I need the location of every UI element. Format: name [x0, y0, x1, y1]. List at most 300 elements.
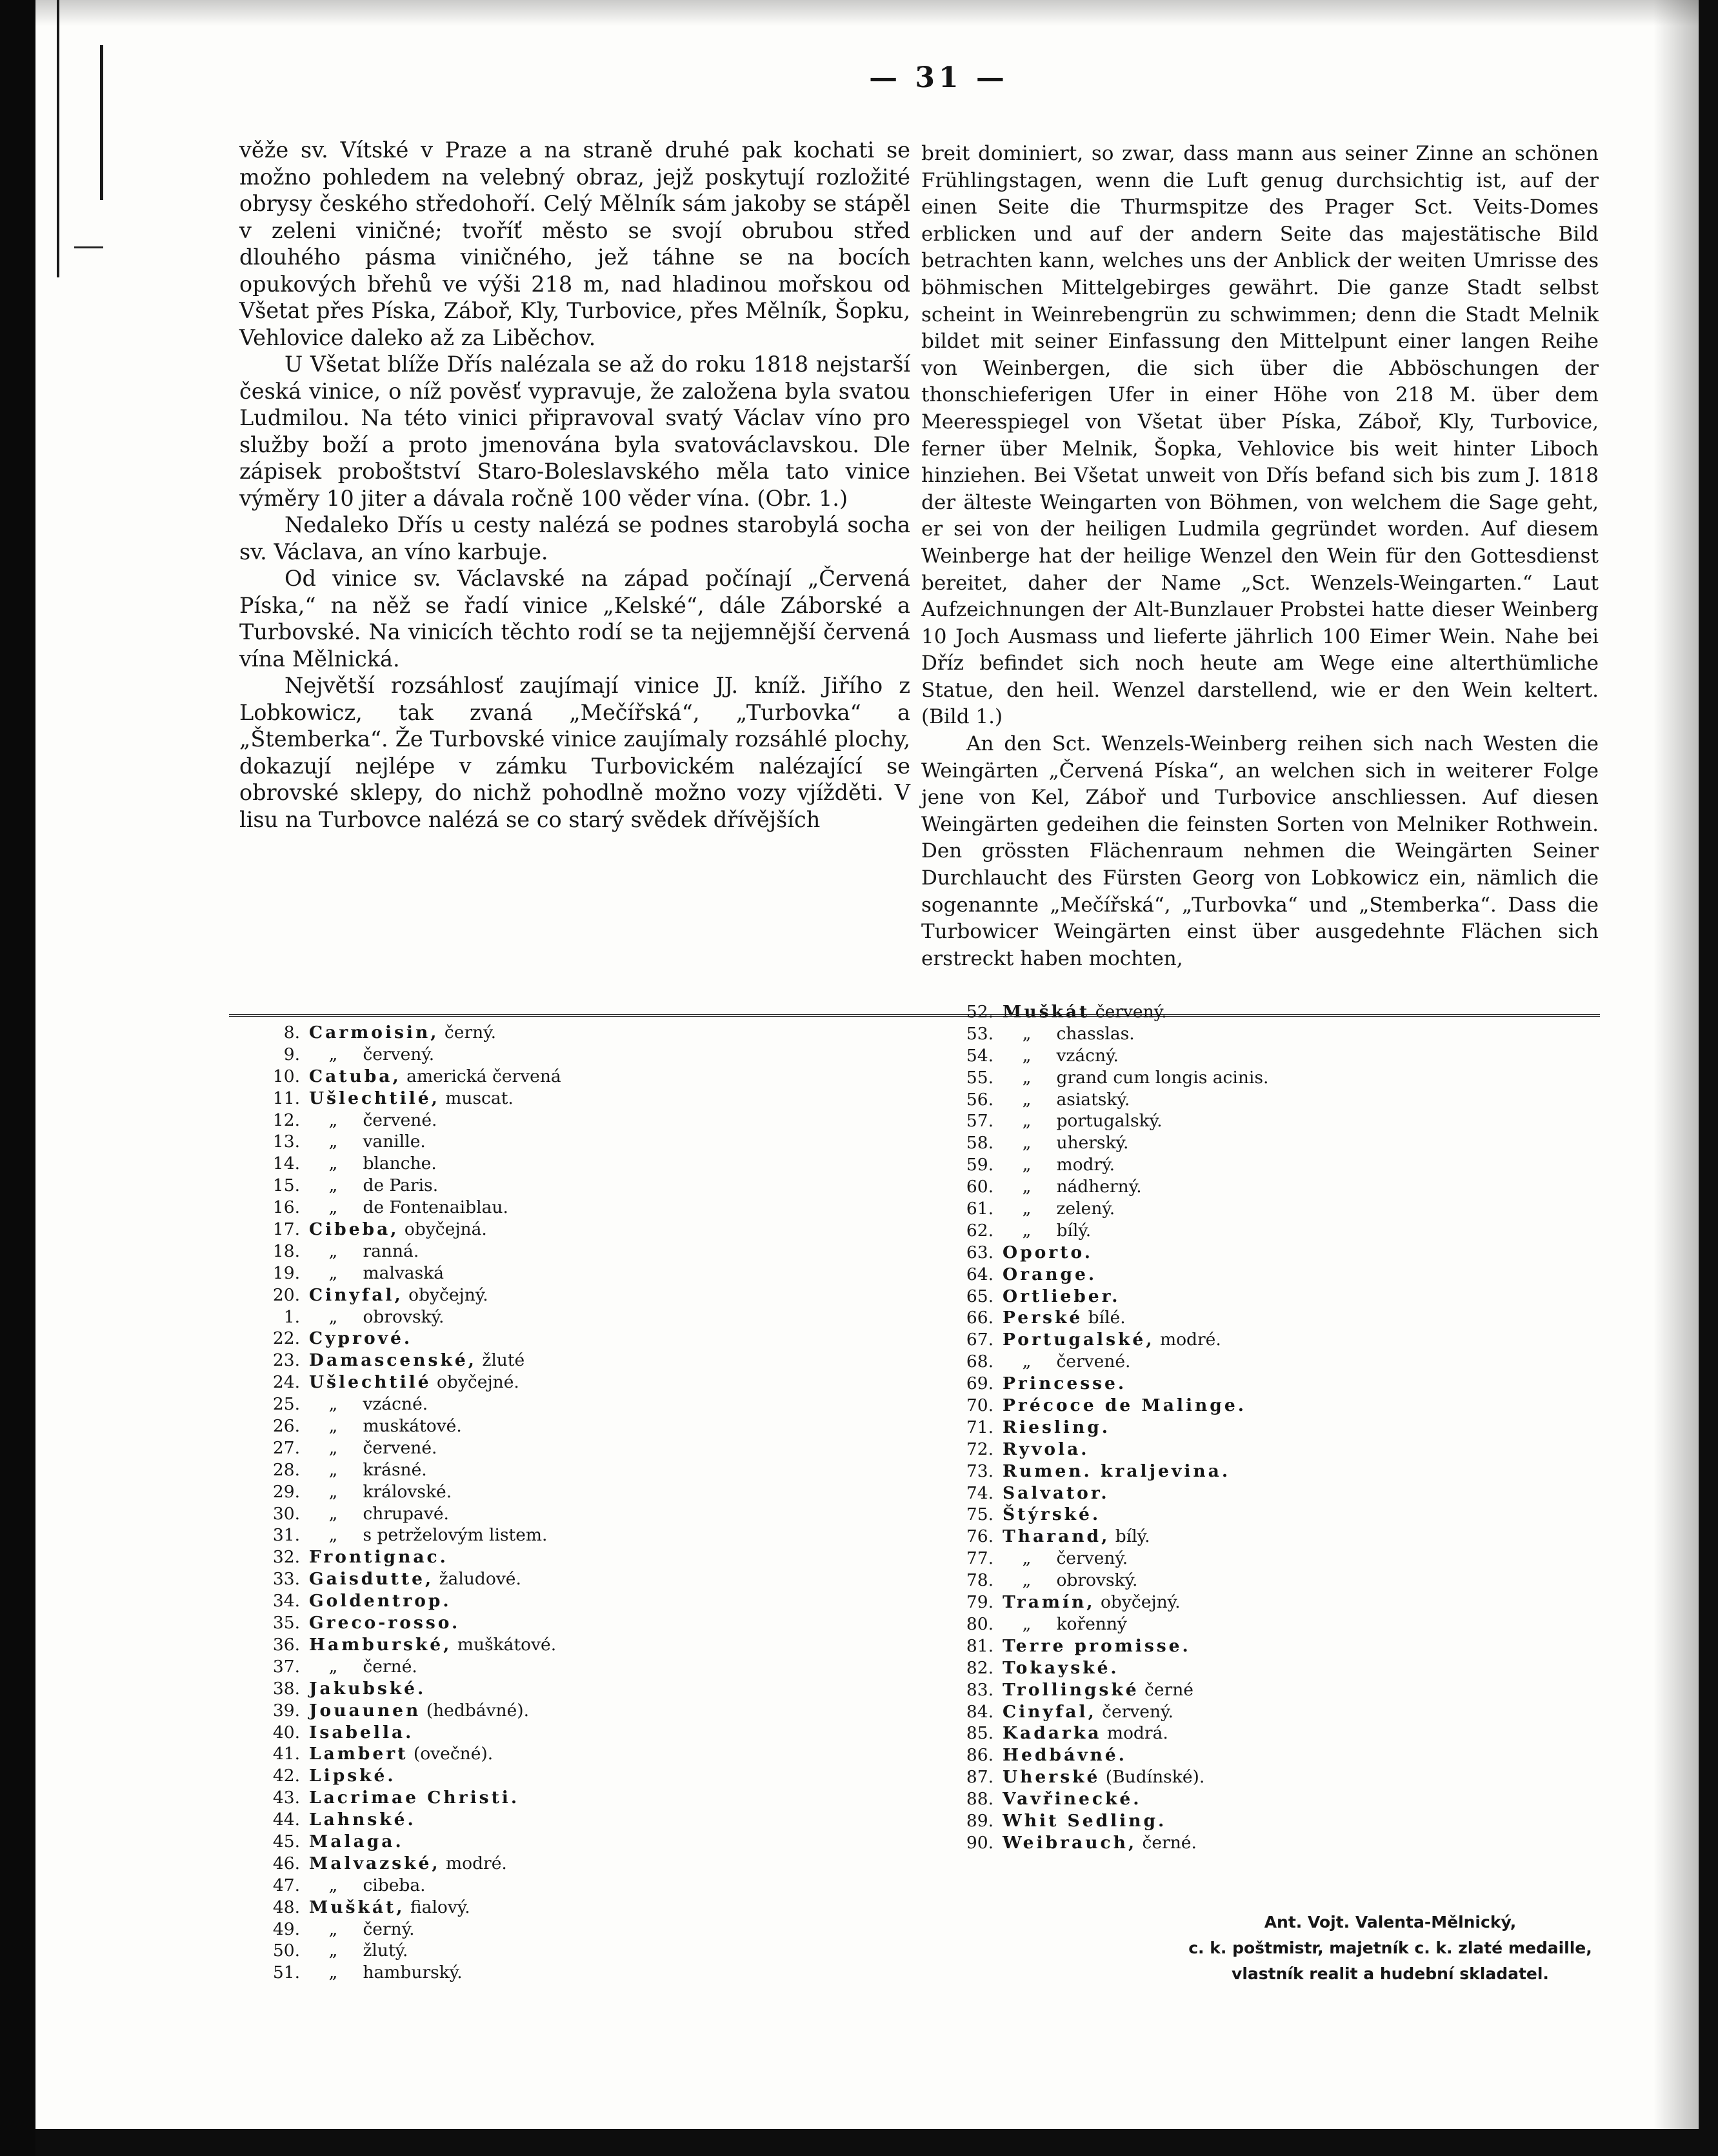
czech-paragraph: Největší rozsáhlosť zaujímají vinice JJ. kníž. Jiřího z Lobkowicz, tak zvaná „Mečířská“, „Turbovka“ a „Štemberka“. Že Turbovské vinice zaujímaly rozsáhlé plochy, dokazují nejlépe v zámku Turbovickém nalézající se obrovské sklepy, do nichž pohodlně možno vozy vjížděti. V lisu na Turbovce nalézá se co starý svědek dřívějších	[239, 673, 910, 832]
variety-item	[948, 1220, 1268, 1242]
variety-description: černé.	[1142, 1832, 1197, 1853]
variety-number: 49.	[272, 1919, 300, 1939]
variety-number: 19.	[272, 1263, 300, 1283]
variety-name: Terre promisse.	[1003, 1635, 1191, 1656]
variety-name: Ortlieber.	[1003, 1286, 1121, 1306]
variety-name: Tharand,	[1003, 1526, 1110, 1547]
ditto-mark: „	[328, 1132, 338, 1152]
variety-number: 38.	[272, 1678, 300, 1699]
ditto-mark: „	[328, 1875, 338, 1895]
variety-item	[948, 1832, 1268, 1854]
variety-description: de Fontenaiblau.	[363, 1197, 508, 1218]
variety-description: žaludové.	[439, 1569, 521, 1590]
variety-number: 35.	[272, 1613, 300, 1633]
variety-description: žluté	[482, 1350, 525, 1371]
variety-description: červený.	[1095, 1002, 1167, 1022]
variety-number: 75.	[966, 1504, 994, 1525]
variety-item	[255, 1787, 561, 1809]
ditto-mark: „	[1022, 1548, 1032, 1569]
variety-name: Catuba,	[309, 1066, 401, 1086]
variety-description: obyčejný.	[1100, 1592, 1181, 1613]
variety-description: malvaská	[363, 1263, 444, 1283]
variety-number: 23.	[272, 1350, 300, 1371]
variety-item	[255, 1590, 561, 1612]
variety-number: 73.	[966, 1461, 994, 1481]
variety-list-left	[255, 1022, 561, 1984]
variety-description: červené.	[363, 1110, 437, 1130]
variety-name: Hedbávné.	[1003, 1745, 1127, 1766]
ditto-mark: „	[328, 1459, 338, 1480]
scan-top-shadow	[35, 0, 1699, 26]
variety-description: černý.	[444, 1023, 497, 1043]
variety-item	[948, 1417, 1268, 1439]
variety-name: Goldentrop.	[309, 1591, 452, 1612]
ditto-mark: „	[328, 1481, 338, 1502]
variety-description: fialový.	[410, 1897, 470, 1917]
variety-number: 77.	[966, 1548, 994, 1569]
variety-item	[255, 1481, 561, 1503]
variety-number: 66.	[966, 1308, 994, 1328]
variety-item	[255, 1700, 561, 1722]
variety-number: 36.	[272, 1634, 300, 1655]
variety-number: 30.	[272, 1503, 300, 1524]
variety-item	[948, 1766, 1268, 1788]
signature-line: c. k. poštmistr, majetník c. k. zlaté medaille,	[1188, 1939, 1592, 1957]
variety-number: 10.	[272, 1066, 300, 1086]
variety-number: 51.	[272, 1962, 300, 1983]
variety-number: 48.	[272, 1897, 300, 1917]
variety-number: 60.	[966, 1177, 994, 1197]
signature-block	[1126, 1910, 1655, 1987]
variety-item	[255, 1831, 561, 1853]
variety-item	[255, 1393, 561, 1415]
variety-item	[255, 1459, 561, 1481]
variety-item	[948, 1744, 1268, 1766]
variety-description: americká červená	[406, 1066, 561, 1086]
variety-item	[948, 1132, 1268, 1154]
variety-item	[948, 1439, 1268, 1461]
variety-description: grand cum longis acinis.	[1056, 1067, 1269, 1088]
variety-item	[255, 1110, 561, 1132]
variety-name: Portugalské,	[1003, 1330, 1155, 1350]
variety-number: 90.	[966, 1832, 994, 1853]
signature-name: Ant. Vojt. Valenta-Mělnický,	[1264, 1913, 1517, 1931]
variety-number: 57.	[966, 1111, 994, 1132]
scan-mark	[74, 246, 103, 248]
variety-number: 86.	[966, 1745, 994, 1766]
variety-number: 11.	[272, 1088, 300, 1108]
variety-description: modrý.	[1056, 1155, 1115, 1175]
variety-name: Ušlechtilé,	[309, 1088, 440, 1108]
variety-number: 71.	[966, 1417, 994, 1437]
czech-paragraph: věže sv. Vítské v Praze a na straně druhé pak kochati se možno pohledem na velebný obraz, jejž poskytují rozložité obrysy českého středohoří. Celý Mělník sám jakoby se stápěl v zeleni viničné; tvoříť město se svojí obrubou střed dlouhého pásma viničného, jež táhne se na bocích opukových břehů ve výši 218 m, nad hladinou mořskou od Všetat přes Píska, Záboř, Kly, Turbovice, přes Mělník, Šopku, Vehlovice daleko až za Liběchov.	[239, 137, 910, 350]
variety-item	[255, 1153, 561, 1175]
variety-item	[948, 1286, 1268, 1308]
variety-item	[948, 1635, 1268, 1657]
variety-number: 25.	[272, 1394, 300, 1415]
variety-description: de Paris.	[363, 1175, 439, 1196]
variety-number: 84.	[966, 1701, 994, 1722]
ditto-mark: „	[1022, 1177, 1032, 1197]
ditto-mark: „	[328, 1241, 338, 1261]
ditto-mark: „	[328, 1394, 338, 1415]
variety-description: (hedbávné).	[426, 1700, 530, 1721]
variety-item	[948, 1613, 1268, 1635]
variety-item	[255, 1962, 561, 1984]
variety-number: 1.	[283, 1306, 300, 1327]
variety-name: Isabella.	[309, 1722, 414, 1742]
variety-name: Lambert	[309, 1744, 408, 1764]
ditto-mark: „	[1022, 1352, 1032, 1372]
variety-description: žlutý.	[363, 1941, 408, 1961]
variety-number: 12.	[272, 1110, 300, 1130]
variety-name: Tramín,	[1003, 1592, 1095, 1613]
variety-number: 82.	[966, 1657, 994, 1678]
variety-name: Tokayské.	[1003, 1657, 1119, 1678]
variety-item	[255, 1328, 561, 1350]
variety-item	[948, 1045, 1268, 1067]
variety-name: Orange.	[1003, 1264, 1097, 1284]
variety-name: Uherské	[1003, 1767, 1101, 1788]
variety-item	[948, 1242, 1268, 1264]
variety-name: Gaisdutte,	[309, 1569, 434, 1590]
ditto-mark: „	[328, 1044, 338, 1064]
variety-number: 33.	[272, 1569, 300, 1590]
variety-name: Salvator.	[1003, 1482, 1110, 1503]
variety-item	[255, 1415, 561, 1437]
variety-description: obyčejný.	[408, 1284, 488, 1305]
variety-name: Carmoisin,	[309, 1023, 439, 1043]
variety-number: 76.	[966, 1526, 994, 1547]
variety-item	[255, 1044, 561, 1066]
variety-item	[255, 1524, 561, 1546]
variety-number: 58.	[966, 1133, 994, 1153]
variety-description: červené.	[363, 1437, 437, 1458]
variety-description: černý.	[363, 1919, 415, 1939]
ditto-mark: „	[328, 1962, 338, 1983]
variety-item	[255, 1350, 561, 1372]
variety-item	[255, 1765, 561, 1787]
variety-name: Lacrimae Christi.	[309, 1788, 520, 1808]
variety-item	[948, 1810, 1268, 1832]
czech-paragraph: Nedaleko Dřís u cesty nalézá se podnes starobylá socha sv. Václava, an víno karbuje.	[239, 512, 910, 564]
signature-line: vlastník realit a hudební skladatel.	[1232, 1964, 1549, 1983]
variety-description: hamburský.	[363, 1962, 463, 1983]
ditto-mark: „	[328, 1656, 338, 1677]
variety-item	[948, 1548, 1268, 1570]
variety-number: 34.	[272, 1591, 300, 1612]
variety-item	[948, 1264, 1268, 1286]
variety-number: 41.	[272, 1744, 300, 1764]
variety-number: 17.	[272, 1219, 300, 1240]
variety-number: 79.	[966, 1592, 994, 1613]
german-paragraph: breit dominiert, so zwar, dass mann aus seiner Zinne an schönen Frühlingstagen, wenn die Luft genug durchsichtig ist, auf der einen Seite die Thurmspitze des Prager Sct. Veits-Domes erblicken und auf der andern Seite das majestätische Bild betrachten kann, welches uns der Anblick der weiten Umrisse des böhmischen Mittelgebirges gewährt. Die ganze Stadt selbst scheint in Weinrebengrün zu schwimmen; denn die Stadt Melnik bildet mit seiner Einfassung den Mittelpunt einer langen Reihe von Weinbergen, die sich über die Abböschungen der thonschieferigen Ufer in einer Höhe von 218 M. über dem Meeresspiegel von Všetat über Píska, Záboř, Kly, Turbovice, ferner über Melnik, Šopka, Vehlovice bis weit hinter Liboch hinziehen. Bei Všetat unweit von Dřís befand sich bis zum J. 1818 der älteste Weingarten von Böhmen, von welchem die Sage geht, er sei von der heiligen Ludmila gegründet worden. Auf diesem Weinberge hat der heilige Wenzel den Wein für den Gottesdienst bereitet, daher der Name „Sct. Wenzels-Weingarten.“ Laut Aufzeichnungen der Alt-Bunzlauer Probstei hatte dieser Weinberg 10 Joch Ausmass und lieferte jährlich 100 Eimer Wein. Nahe bei Dříz befindet sich noch heute am Wege eine alterthümliche Statue, den heil. Wenzel darstellend, wie er den Wein keltert. (Bild 1.)	[921, 142, 1599, 729]
variety-number: 13.	[272, 1132, 300, 1152]
variety-number: 53.	[966, 1023, 994, 1044]
variety-item	[255, 1219, 561, 1241]
ditto-mark: „	[1022, 1155, 1032, 1175]
scan-right-shadow	[1653, 0, 1699, 2129]
ditto-mark: „	[1022, 1067, 1032, 1088]
binding-mark	[100, 45, 103, 200]
variety-name: Lipské.	[309, 1766, 396, 1786]
variety-description: asiatský.	[1056, 1089, 1130, 1110]
variety-item	[255, 1743, 561, 1765]
variety-item	[255, 1809, 561, 1831]
variety-number: 83.	[966, 1679, 994, 1700]
variety-name: Rumen. kraljevina.	[1003, 1461, 1231, 1481]
variety-item	[255, 1088, 561, 1110]
variety-item	[948, 1395, 1268, 1417]
ditto-mark: „	[328, 1919, 338, 1939]
variety-description: obyčejná.	[404, 1219, 487, 1240]
variety-description: bílý.	[1115, 1526, 1150, 1547]
variety-item	[948, 1592, 1268, 1613]
variety-number: 29.	[272, 1481, 300, 1502]
variety-name: Kadarka	[1003, 1723, 1102, 1744]
ditto-mark: „	[1022, 1133, 1032, 1153]
variety-name: Cibeba,	[309, 1219, 399, 1240]
variety-name: Frontignac.	[309, 1547, 448, 1568]
variety-number: 24.	[272, 1372, 300, 1393]
ditto-mark: „	[1022, 1089, 1032, 1110]
variety-item	[255, 1612, 561, 1634]
variety-description: obrovský.	[363, 1306, 444, 1327]
variety-description: muškátové.	[457, 1634, 557, 1655]
variety-description: uherský.	[1056, 1133, 1129, 1153]
ditto-mark: „	[1022, 1111, 1032, 1132]
variety-description: bílé.	[1088, 1308, 1126, 1328]
variety-name: Whit Sedling.	[1003, 1810, 1167, 1831]
ditto-mark: „	[1022, 1220, 1032, 1241]
variety-item	[255, 1634, 561, 1656]
variety-list-right	[948, 1001, 1268, 1854]
variety-description: s petrželovým listem.	[363, 1525, 548, 1546]
variety-item	[948, 1351, 1268, 1373]
variety-item	[948, 1788, 1268, 1810]
variety-description: (Budínské).	[1105, 1767, 1205, 1788]
variety-description: modré.	[446, 1853, 507, 1873]
variety-name: Vavřinecké.	[1003, 1789, 1142, 1810]
variety-description: modré.	[1159, 1330, 1221, 1350]
variety-number: 45.	[272, 1831, 300, 1852]
variety-description: červený.	[363, 1044, 435, 1064]
variety-number: 54.	[966, 1045, 994, 1066]
variety-number: 80.	[966, 1613, 994, 1634]
variety-name: Štýrské.	[1003, 1504, 1101, 1525]
variety-name: Jakubské.	[309, 1678, 426, 1699]
variety-number: 47.	[272, 1875, 300, 1895]
variety-name: Malaga.	[309, 1831, 404, 1852]
variety-number: 87.	[966, 1767, 994, 1788]
variety-item	[255, 1546, 561, 1568]
page-number: — 31 —	[869, 61, 1008, 94]
variety-number: 70.	[966, 1395, 994, 1416]
variety-item	[948, 1657, 1268, 1679]
variety-item	[948, 1307, 1268, 1329]
variety-description: muskátové.	[363, 1416, 462, 1437]
variety-description: zelený.	[1056, 1199, 1115, 1219]
variety-name: Cinyfal,	[1003, 1701, 1097, 1722]
variety-name: Weibrauch,	[1003, 1832, 1137, 1853]
variety-item	[255, 1875, 561, 1897]
variety-description: (ovečné).	[413, 1744, 494, 1764]
ditto-mark: „	[328, 1197, 338, 1218]
document-page	[35, 0, 1699, 2129]
variety-name: Malvazské,	[309, 1853, 441, 1873]
variety-name: Damascenské,	[309, 1350, 477, 1371]
variety-item	[255, 1241, 561, 1263]
variety-item	[255, 1656, 561, 1678]
variety-number: 27.	[272, 1437, 300, 1458]
variety-number: 56.	[966, 1089, 994, 1110]
variety-item	[948, 1570, 1268, 1592]
variety-item	[255, 1306, 561, 1328]
variety-name: Muškát	[1003, 1002, 1090, 1022]
variety-description: obyčejné.	[437, 1372, 519, 1393]
variety-description: černé.	[363, 1656, 417, 1677]
variety-item	[948, 1526, 1268, 1548]
variety-item	[948, 1154, 1268, 1176]
variety-item	[948, 1110, 1268, 1132]
variety-number: 14.	[272, 1153, 300, 1174]
variety-number: 61.	[966, 1199, 994, 1219]
variety-item	[948, 1461, 1268, 1482]
variety-number: 26.	[272, 1416, 300, 1437]
ditto-mark: „	[328, 1175, 338, 1196]
variety-name: Précoce de Malinge.	[1003, 1395, 1246, 1416]
variety-name: Cinyfal,	[309, 1284, 403, 1305]
variety-number: 15.	[272, 1175, 300, 1196]
variety-item	[255, 1197, 561, 1219]
variety-item	[948, 1001, 1268, 1023]
variety-number: 28.	[272, 1459, 300, 1480]
ditto-mark: „	[328, 1153, 338, 1174]
variety-description: vanille.	[363, 1132, 426, 1152]
variety-number: 39.	[272, 1700, 300, 1721]
variety-name: Trollingské	[1003, 1679, 1139, 1700]
variety-description: červené.	[1056, 1352, 1131, 1372]
variety-description: muscat.	[445, 1088, 514, 1108]
variety-number: 42.	[272, 1766, 300, 1786]
variety-number: 68.	[966, 1352, 994, 1372]
variety-number: 63.	[966, 1242, 994, 1263]
variety-item	[255, 1175, 561, 1197]
variety-name: Muškát,	[309, 1897, 405, 1917]
variety-name: Cyprové.	[309, 1328, 413, 1349]
variety-item	[255, 1263, 561, 1284]
variety-number: 46.	[272, 1853, 300, 1873]
ditto-mark: „	[328, 1503, 338, 1524]
variety-item	[255, 1284, 561, 1306]
variety-number: 85.	[966, 1723, 994, 1744]
variety-number: 9.	[283, 1044, 300, 1064]
variety-number: 55.	[966, 1067, 994, 1088]
variety-description: obrovský.	[1056, 1570, 1138, 1591]
variety-item	[948, 1504, 1268, 1526]
variety-number: 88.	[966, 1789, 994, 1810]
ditto-mark: „	[328, 1263, 338, 1283]
variety-item	[255, 1853, 561, 1875]
binding-mark	[57, 0, 59, 277]
variety-description: černé	[1144, 1679, 1194, 1700]
czech-column	[239, 137, 910, 833]
czech-paragraph: U Všetat blíže Dřís nalézala se až do roku 1818 nejstarší česká vinice, o níž pověsť vypravuje, že založena byla svatou Ludmilou. Na této vinici připravoval svatý Václav víno pro služby boží a proto jmenována byla svatováclavskou. Dle zápisek proboštství Staro-Boleslavského měla tato vinice výměry 10 jiter a dávala ročně 100 věder vína. (Obr. 1.)	[239, 352, 910, 511]
variety-name: Oporto.	[1003, 1242, 1093, 1263]
variety-item	[255, 1678, 561, 1700]
variety-description: ranná.	[363, 1241, 419, 1261]
variety-number: 74.	[966, 1482, 994, 1503]
variety-item	[948, 1067, 1268, 1089]
variety-number: 31.	[272, 1525, 300, 1546]
variety-number: 64.	[966, 1264, 994, 1284]
variety-name: Ryvola.	[1003, 1439, 1090, 1459]
ditto-mark: „	[1022, 1199, 1032, 1219]
variety-item	[255, 1503, 561, 1525]
ditto-mark: „	[328, 1306, 338, 1327]
variety-number: 37.	[272, 1656, 300, 1677]
german-paragraph: An den Sct. Wenzels-Weinberg reihen sich nach Westen die Weingärten „Červená Píska“, an welchen sich in weiterer Folge jene von Kel, Záboř und Turbovice anschliessen. Auf diesen Weingärten gedeihen die feinsten Sorten von Melniker Rothwein. Den grössten Flächenraum nehmen die Weingärten Seiner Durchlaucht des Fürsten Georg von Lobkowicz ein, nämlich die sogenannte „Mečířská“, „Turbovka“ und „Stemberka“. Dass die Turbowicer Weingärten einst über ausgedehnte Flächen sich erstreckt haben mochten,	[921, 732, 1599, 970]
ditto-mark: „	[1022, 1023, 1032, 1044]
ditto-mark: „	[1022, 1613, 1032, 1634]
variety-name: Lahnské.	[309, 1810, 416, 1830]
variety-number: 20.	[272, 1284, 300, 1305]
column-rule-left	[229, 1014, 913, 1017]
variety-number: 52.	[966, 1002, 994, 1022]
variety-description: cibeba.	[363, 1875, 426, 1895]
variety-number: 78.	[966, 1570, 994, 1591]
variety-description: portugalský.	[1056, 1111, 1163, 1132]
scan-left-edge	[0, 0, 35, 2156]
variety-item	[255, 1919, 561, 1941]
variety-item	[255, 1722, 561, 1744]
variety-name: Riesling.	[1003, 1417, 1111, 1437]
variety-number: 44.	[272, 1810, 300, 1830]
variety-number: 40.	[272, 1722, 300, 1742]
variety-item	[948, 1023, 1268, 1045]
variety-description: vzácný.	[1056, 1045, 1119, 1066]
variety-item	[255, 1131, 561, 1153]
ditto-mark: „	[328, 1416, 338, 1437]
czech-paragraph: Od vinice sv. Václavské na západ počínají „Červená Píska,“ na něž se řadí vinice „Kelské“, dále Záborské a Turbovské. Na vinicích těchto rodí se ta nejjemnější červená vína Mělnická.	[239, 566, 910, 672]
variety-name: Hamburské,	[309, 1634, 452, 1655]
variety-number: 50.	[272, 1941, 300, 1961]
variety-name: Perské	[1003, 1308, 1083, 1328]
variety-number: 72.	[966, 1439, 994, 1459]
variety-description: modrá.	[1106, 1723, 1168, 1744]
variety-number: 43.	[272, 1788, 300, 1808]
variety-number: 22.	[272, 1328, 300, 1349]
ditto-mark: „	[1022, 1570, 1032, 1591]
ditto-mark: „	[1022, 1045, 1032, 1066]
variety-item	[255, 1940, 561, 1962]
variety-item	[255, 1066, 561, 1088]
variety-number: 89.	[966, 1810, 994, 1831]
variety-item	[948, 1679, 1268, 1701]
variety-item	[255, 1437, 561, 1459]
variety-description: chrupavé.	[363, 1503, 449, 1524]
variety-description: krásné.	[363, 1459, 427, 1480]
variety-number: 67.	[966, 1330, 994, 1350]
variety-item	[948, 1198, 1268, 1220]
variety-description: červený.	[1056, 1548, 1128, 1569]
variety-number: 8.	[283, 1023, 300, 1043]
variety-name: Jouaunen	[309, 1700, 421, 1721]
variety-number: 18.	[272, 1241, 300, 1261]
variety-description: vzácné.	[363, 1394, 428, 1415]
variety-description: kořenný	[1056, 1613, 1127, 1634]
variety-description: bílý.	[1056, 1220, 1092, 1241]
